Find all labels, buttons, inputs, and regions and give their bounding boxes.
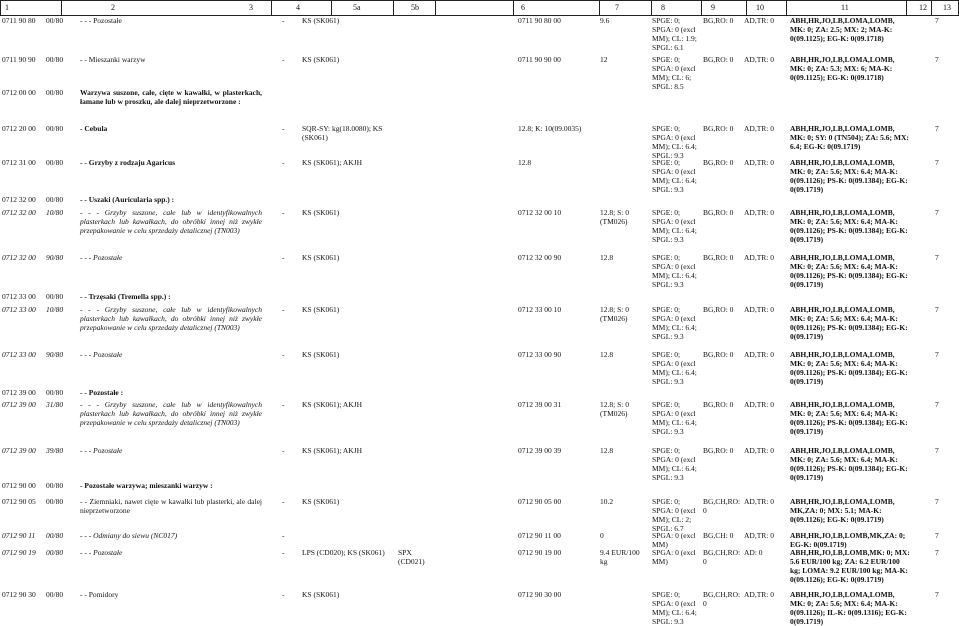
column-header-row [0, 0, 959, 16]
row-col11: ABH,HR,JO,LB,LOMA,LOMB, MK: 0; ZA: 5.3; MX: 6; MA-K: 0(09.1125); EG-K: 0(09.1718) [790, 55, 895, 82]
row-dash: - [282, 158, 285, 167]
row-col6: 0712 90 05 00 [518, 497, 562, 506]
column-header-9: 8 [661, 3, 665, 12]
row-col7: 12 [600, 55, 608, 64]
row-col10: AD,TR: 0 [744, 16, 774, 25]
row-col5b: SPX (CD021) [398, 548, 425, 566]
row-col11: ABH,HR,JO,LB,LOMA,LOMB, MK: 0; ZA: 5.6; MX: 6.4; MA-K: 0(09.1126); PS-K: 0(09.1384); EG-K: 0(09.1719) [790, 350, 908, 386]
row-description: - - - Odmiany do siewu (NC017) [80, 531, 178, 540]
row-dash: - [282, 55, 285, 64]
row-col5a: KS (SK061); AKJH [302, 446, 363, 455]
row-code: 0712 20 00 [2, 124, 36, 133]
row-col11: ABH,HR,JO,LB,LOMA,LOMB, MK: 0; ZA: 5.6; MX: 6.4; MA-K: 0(09.1126); PS-K: 0(09.1384); EG-K: 0(09.1719) [790, 253, 908, 289]
row-suffix: 00/80 [46, 548, 64, 557]
row-description: - - - Grzyby suszone, całe lub w identyfikowalnych plasterkach lub kawałkach, do obróbki innej niż zwykłe przepakowanie w celu sprzedaży detalicznej (TN003) [80, 400, 262, 427]
row-col5a: KS (SK061) [302, 590, 340, 599]
row-code: 0712 33 00 [2, 292, 36, 301]
row-suffix: 00/80 [46, 195, 64, 204]
row-suffix: 10/80 [46, 208, 64, 217]
row-col10: AD,TR: 0 [744, 350, 774, 359]
row-code: 0712 90 30 [2, 590, 36, 599]
row-description: - - - Pozostałe [80, 16, 122, 25]
row-col13: 7 [935, 208, 939, 217]
row-col13: 7 [935, 497, 939, 506]
row-description: Warzywa suszone, całe, cięte w kawałki, w plasterkach, łamane lub w proszku, ale dalej nieprzetworzone : [80, 88, 262, 106]
row-col10: AD,TR: 0 [744, 531, 774, 540]
row-description: - Cebula [80, 124, 108, 133]
column-header-2: 2 [111, 3, 115, 12]
row-suffix: 90/80 [46, 253, 64, 262]
row-col9: BG,CH: 0 [703, 531, 734, 540]
row-dash: - [282, 208, 285, 217]
row-suffix: 00/80 [46, 55, 64, 64]
row-col6: 12.8; K: 10(09.0035) [518, 124, 582, 133]
row-col8: SPGE: 0; SPGA: 0 (excl MM); CL: 2; SPGL: 6.7 [652, 497, 696, 533]
row-col5a: KS (SK061); AKJH [302, 400, 363, 409]
row-col7: 10.2 [600, 497, 614, 506]
row-dash: - [282, 548, 285, 557]
row-col7: 12.8 [600, 446, 614, 455]
row-col8: SPGE: 0; SPGA: 0 (excl MM); CL: 6.4; SPGL: 9.3 [652, 124, 697, 160]
row-dash: - [282, 124, 285, 133]
row-col11: ABH,HR,JO,LB,LOMA,LOMB, MK: 0; ZA: 5.6; MX: 6.4; MA-K: 0(09.1126); PS-K: 0(09.1384); EG-K: 0(09.1719) [790, 305, 908, 341]
row-description: - Pozostałe warzywa; mieszanki warzyw : [80, 481, 213, 490]
row-description: - - - Grzyby suszone, całe lub w identyfikowalnych plasterkach lub kawałkach, do obróbki innej niż zwykłe przepakowanie w celu sprzedaży detalicznej (TN003) [80, 208, 262, 235]
row-col11: ABH,HR,JO,LB,LOMA,LOMB, MK: 0; ZA: 5.6; MX: 6.4; MA-K: 0(09.1126); PS-K: 0(09.1384); EG-K: 0(09.1719) [790, 446, 908, 482]
row-col7: 12.8; S: 0 (TM026) [600, 208, 629, 226]
row-col10: AD,TR: 0 [744, 158, 774, 167]
row-code: 0712 39 00 [2, 400, 36, 409]
row-dash: - [282, 497, 285, 506]
column-header-5: 5a [353, 3, 361, 12]
row-description: - - - Pozostałe [80, 548, 123, 557]
column-header-6: 5b [411, 3, 419, 12]
row-col13: 7 [935, 55, 939, 64]
row-suffix: 00/80 [46, 481, 64, 490]
row-suffix: 00/80 [46, 124, 64, 133]
row-code: 0712 39 00 [2, 446, 36, 455]
row-col8: SPGE: 0; SPGA: 0 (excl MM); CL: 6.4; SPGL: 9.3 [652, 400, 697, 436]
row-dash: - [282, 16, 285, 25]
column-header-10: 9 [711, 3, 715, 12]
row-col11: ABH,HR,JO,LB,LOMA,LOMB, MK: 0; SY: 0 (TN504); ZA: 5.6; MX: 6.4; EG-K: 0(09.1719) [790, 124, 909, 151]
row-col5a: LPS (CD020); KS (SK061) [302, 548, 385, 557]
column-header-13: 12 [919, 3, 927, 12]
row-dash: - [282, 446, 285, 455]
row-col6: 0712 90 30 00 [518, 590, 562, 599]
row-col7: 12.8 [600, 253, 614, 262]
row-suffix: 00/80 [46, 158, 64, 167]
row-col8: SPGE: 0; SPGA: 0 (excl MM); CL: 6.4; SPGL: 9.3 [652, 158, 697, 194]
row-description: - - Trzęsaki (Tremella spp.) : [80, 292, 171, 301]
row-col5a: KS (SK061) [302, 497, 340, 506]
row-col9: BG,RO: 0 [703, 16, 734, 25]
column-header-7: 6 [521, 3, 525, 12]
row-code: 0712 00 00 [2, 88, 36, 97]
row-code: 0712 90 00 [2, 481, 36, 490]
row-description: - - Ziemniaki, nawet cięte w kawałki lub plasterki, ale dalej nieprzetworzone [80, 497, 262, 515]
row-col9: BG,RO: 0 [703, 158, 734, 167]
row-col8: SPGE: 0; SPGA: 0 (excl MM); CL: 1.9; SPGL: 6.1 [652, 16, 697, 52]
row-code: 0712 32 00 [2, 253, 36, 262]
column-header-8: 7 [615, 3, 619, 12]
row-col7: 9.4 EUR/100 kg [600, 548, 640, 566]
row-col11: ABH,HR,JO,LB,LOMA,LOMB, MK: 0; ZA: 2.5; MX: 2; MA-K: 0(09.1125); EG-K: 0(09.1718) [790, 16, 895, 43]
row-suffix: 00/80 [46, 88, 64, 97]
row-col10: AD: 0 [744, 548, 763, 557]
row-description: - - Pozostałe : [80, 388, 124, 397]
row-col6: 0712 33 00 90 [518, 350, 562, 359]
row-col13: 7 [935, 400, 939, 409]
row-col10: AD,TR: 0 [744, 497, 774, 506]
row-col9: BG,RO: 0 [703, 350, 734, 359]
row-col9: BG,CH,RO: 0 [703, 590, 741, 608]
row-col11: ABH,HR,JO,LB,LOMA,LOMB, MK: 0; ZA: 5.6; MX: 6.4; MA-K: 0(09.1126); PS-K: 0(09.1384); EG-K: 0(09.1719) [790, 208, 908, 244]
row-col13: 7 [935, 305, 939, 314]
row-col8: SPGE: 0; SPGA: 0 (excl MM); CL: 6.4; SPGL: 9.3 [652, 208, 697, 244]
row-col7: 9.6 [600, 16, 610, 25]
row-col5a: KS (SK061) [302, 55, 340, 64]
row-col11: ABH,HR,JO,LB,LOMA,LOMB, MK: 0; ZA: 5.6; MX: 6.4; MA-K: 0(09.1126); PS-K: 0(09.1384); EG-K: 0(09.1719) [790, 158, 908, 194]
row-col8: SPGE: 0; SPGA: 0 (excl MM); CL: 6.4; SPGL: 9.3 [652, 253, 697, 289]
row-description: - - - Pozostałe [80, 253, 123, 262]
row-col9: BG,RO: 0 [703, 208, 734, 217]
row-suffix: 00/80 [46, 16, 64, 25]
row-code: 0712 90 05 [2, 497, 36, 506]
row-col10: AD,TR: 0 [744, 55, 774, 64]
row-suffix: 00/80 [46, 388, 64, 397]
row-col10: AD,TR: 0 [744, 305, 774, 314]
row-col9: BG,CH,RO: 0 [703, 548, 741, 566]
row-code: 0712 39 00 [2, 388, 36, 397]
row-dash: - [282, 305, 285, 314]
row-col6: 0711 90 80 00 [518, 16, 561, 25]
row-code: 0712 31 00 [2, 158, 36, 167]
row-code: 0711 90 80 [2, 16, 36, 25]
row-col5a: KS (SK061) [302, 253, 340, 262]
row-col10: AD,TR: 0 [744, 446, 774, 455]
column-header-1: 1 [5, 3, 9, 12]
row-dash: - [282, 350, 285, 359]
column-header-3: 3 [249, 3, 253, 12]
row-col5a: SQR-SY: kg(18.0080); KS (SK061) [302, 124, 383, 142]
row-col5a: KS (SK061) [302, 16, 340, 25]
row-col13: 7 [935, 124, 939, 133]
row-col13: 7 [935, 350, 939, 359]
row-dash: - [282, 590, 285, 599]
row-col9: BG,RO: 0 [703, 253, 734, 262]
row-description: - - - Pozostałe [80, 350, 123, 359]
row-suffix: 90/80 [46, 350, 64, 359]
row-col10: AD,TR: 0 [744, 400, 774, 409]
row-col6: 0711 90 90 00 [518, 55, 561, 64]
column-header-12: 11 [841, 3, 849, 12]
row-col6: 0712 90 19 00 [518, 548, 562, 557]
row-col7: 12.8; S: 0 (TM026) [600, 305, 629, 323]
row-col5a: KS (SK061) [302, 305, 340, 314]
row-col13: 7 [935, 158, 939, 167]
row-col8: SPGE: 0; SPGA: 0 (excl MM); CL: 6.4; SPGL: 9.3 [652, 590, 697, 626]
row-col8: SPGA: 0 (excl MM) [652, 531, 696, 549]
row-col9: BG,RO: 0 [703, 305, 734, 314]
row-suffix: 00/80 [46, 292, 64, 301]
row-col7: 12.8; S: 0 (TM026) [600, 400, 629, 418]
column-header-4: 4 [296, 3, 300, 12]
row-col9: BG,RO: 0 [703, 400, 734, 409]
row-col10: AD,TR: 0 [744, 208, 774, 217]
row-code: 0712 32 00 [2, 208, 36, 217]
row-col13: 7 [935, 531, 939, 540]
row-code: 0712 33 00 [2, 350, 36, 359]
row-col13: 7 [935, 446, 939, 455]
row-col6: 0712 32 00 90 [518, 253, 562, 262]
row-col8: SPGE: 0; SPGA: 0 (excl MM); CL: 6.4; SPGL: 9.3 [652, 305, 697, 341]
row-col6: 0712 32 00 10 [518, 208, 562, 217]
row-suffix: 00/80 [46, 497, 64, 506]
row-col5a: KS (SK061); AKJH [302, 158, 363, 167]
row-col6: 12.8 [518, 158, 532, 167]
row-col7: 0 [600, 531, 604, 540]
row-col8: SPGE: 0; SPGA: 0 (excl MM); CL: 6.4; SPGL: 9.3 [652, 446, 697, 482]
row-col6: 0712 33 00 10 [518, 305, 562, 314]
row-dash: - [282, 531, 285, 540]
row-suffix: 00/80 [46, 531, 64, 540]
row-col13: 7 [935, 548, 939, 557]
row-col13: 7 [935, 253, 939, 262]
row-col9: BG,CH,RO: 0 [703, 497, 741, 515]
row-col5a: KS (SK061) [302, 350, 340, 359]
row-col11: ABH,HR,JO,LB,LOMA,LOMB, MK: 0; ZA: 5.6; MX: 6.4; MA-K: 0(09.1126); IL-K: 0(09.1316); EG-K: 0(09.1719) [790, 590, 907, 626]
row-description: - - - Pozostałe [80, 446, 123, 455]
row-col8: SPGE: 0; SPGA: 0 (excl MM); CL: 6.4; SPGL: 9.3 [652, 350, 697, 386]
row-suffix: 00/80 [46, 590, 64, 599]
row-col10: AD,TR: 0 [744, 590, 774, 599]
row-dash: - [282, 253, 285, 262]
row-code: 0712 33 00 [2, 305, 36, 314]
row-dash: - [282, 400, 285, 409]
row-col13: 7 [935, 590, 939, 599]
row-col9: BG,RO: 0 [703, 446, 734, 455]
row-col5a: KS (SK061) [302, 208, 340, 217]
row-col8: SPGA: 0 (excl MM) [652, 548, 696, 566]
row-col6: 0712 90 11 00 [518, 531, 561, 540]
row-description: - - Grzyby z rodzaju Agaricus [80, 158, 176, 167]
row-description: - - - Grzyby suszone, całe lub w identyfikowalnych plasterkach lub kawałkach, do obróbki innej niż zwykłe przepakowanie w celu sprzedaży detalicznej (TN003) [80, 305, 262, 332]
row-description: - - Mieszanki warzyw [80, 55, 146, 64]
row-suffix: 31/80 [46, 400, 64, 409]
row-col9: BG,RO: 0 [703, 55, 734, 64]
row-col6: 0712 39 00 31 [518, 400, 562, 409]
row-code: 0712 90 19 [2, 548, 36, 557]
row-code: 0711 90 90 [2, 55, 36, 64]
row-col6: 0712 39 00 39 [518, 446, 562, 455]
row-col10: AD,TR: 0 [744, 253, 774, 262]
column-header-14: 13 [943, 3, 951, 12]
row-code: 0712 90 11 [2, 531, 36, 540]
row-suffix: 10/80 [46, 305, 64, 314]
row-col11: ABH,HR,JO,LB,LOMA,LOMB, MK: 0; ZA: 5.6; MX: 6.4; MA-K: 0(09.1126); PS-K: 0(09.1384); EG-K: 0(09.1719) [790, 400, 908, 436]
row-col10: AD,TR: 0 [744, 124, 774, 133]
row-code: 0712 32 00 [2, 195, 36, 204]
column-header-11: 10 [756, 3, 764, 12]
row-description: - - Uszaki (Auricularia spp.) : [80, 195, 175, 204]
row-col7: 12.8 [600, 350, 614, 359]
row-col11: ABH,HR,JO,LB,LOMA,LOMB, MK,ZA: 0; MX: 5.1; MA-K: 0(09.1126); EG-K: 0(09.1719) [790, 497, 895, 524]
row-suffix: 39/80 [46, 446, 64, 455]
row-col11: ABH,HR,JO,LB,LOMB,MK,ZA: 0; EG-K: 0(09.1719) [790, 531, 906, 549]
row-col13: 7 [935, 16, 939, 25]
row-col11: ABH,HR,JO,LB,LOMB,MK: 0; MX: 5.6 EUR/100 kg; ZA: 6.2 EUR/100 kg; LOMA: 9.2 EUR/100 kg; MA-K: 0(09.1126); EG-K: 0(09.1719) [790, 548, 910, 584]
row-col8: SPGE: 0; SPGA: 0 (excl MM); CL: 6; SPGL: 8.5 [652, 55, 696, 91]
row-col9: BG,RO: 0 [703, 124, 734, 133]
row-description: - - Pomidory [80, 590, 119, 599]
